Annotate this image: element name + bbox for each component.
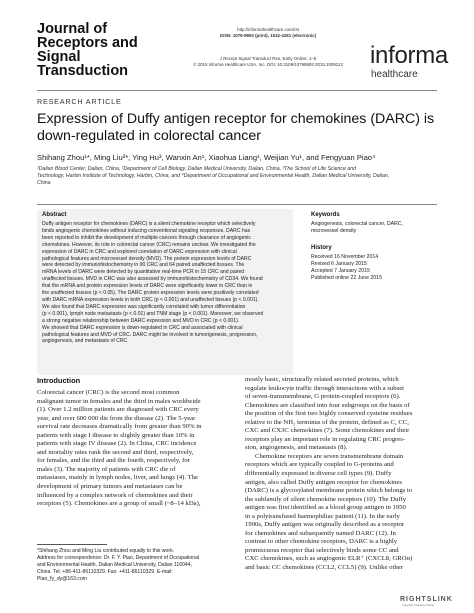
intro-line: malignant tumor in females and the third in males worldwide (37, 397, 201, 405)
intro-line: patients with stage I disease to slightly greater than 10% in (37, 431, 195, 439)
intro-line: influenced by a complex network of chemokines and their (37, 491, 193, 499)
intro-line: relative to the NH₂ terminus of the protein, defined as C, CC, (245, 418, 409, 426)
affiliation-line: ¹Dalian Blood Center, Dalian, China, ²Department of Cell Biology, Dalian Medical University, Dalian, China, ³The School of Life Science and (37, 166, 356, 172)
footnote-corr-line: China. Tel: +86-411-86110329. Fax: +411-86110329. E-mail: (37, 569, 173, 575)
footnote-corr-line: Address for correspondence: Dr. F. Y. Piao, Department of Occupational (37, 555, 200, 561)
intro-line: the subfamily of silent chemokine receptors (10). The Duffy (245, 495, 407, 503)
abstract-line: the unaffected tissues (p < 0.05). The DARC protein expression levels were positively correlated (42, 290, 259, 297)
journal-copyright: © 2015 Informa Healthcare USA, Inc. DOI: 10.3109/10799893.2015.1009113 (193, 62, 343, 67)
abstract-line: pathological features and microvessel density (MVD). The protein expression levels of DARC (42, 255, 252, 262)
intro-line: for females, and the third and the fourth, respectively, for (37, 457, 190, 465)
abstract-line: expression of DARC in CRC and explored correlation of DARC expression with clinical (42, 248, 237, 255)
author-list: Shihang Zhou¹*, Ming Liu²*, Ying Hu³, Wanxin An¹, Xiaohua Liang¹, Weijian Yu¹, and Fengyuan Piao⁴ (37, 153, 376, 162)
history-received: Received 16 November 2014 (311, 254, 379, 260)
intro-line: sion, angiogenesis, and metastasis (8). (245, 444, 348, 452)
intro-line: the position of the first two highly conserved cysteine residues (245, 410, 413, 418)
affiliation-line: China (37, 180, 51, 186)
intro-line: Chemokine receptors are seven transmembrane domain (255, 452, 404, 460)
abstract-heading: Abstract (42, 212, 67, 218)
abstract-line: mRNA levels of DARC were detected by quantitative real-time PCR in 15 CRC and paired (42, 269, 245, 276)
footnote-corr-line: and Environmental Health, Dalian Medical University, Dalian 116044, (37, 562, 192, 568)
abstract-line: with DARC mRNA expression levels in both CRC (p < 0.001) and unaffected tissues (p < 0.001). (42, 296, 259, 303)
intro-line: and mortality rates rank the second and third, respectively, (37, 448, 194, 456)
history-heading: History (311, 245, 332, 251)
introduction-heading: Introduction (37, 376, 81, 385)
abstract-line: unaffected tissues. MVD in CRC was also assessed by immunohistochemistry of CD34. We found (42, 276, 263, 283)
intro-line: in a polytransfused haemophiliac patient (11). In the early (245, 512, 400, 520)
history-published: Published online 22 June 2015 (311, 275, 382, 281)
intro-line: regulate leukocyte traffic through interactions with a subset (245, 384, 405, 392)
title-line: down-regulated in colorectal cancer (37, 128, 261, 144)
intro-line: receptors which are typically coupled to G-proteins and (245, 461, 394, 469)
article-title (37, 111, 447, 145)
intro-line: and basic CC chemokines (CCL2, CCL5) (9). Unlike other (245, 564, 403, 572)
intro-line: year, and over 600 000 die from the disease (2). The 5-year (37, 414, 196, 422)
intro-line: males (3). The majority of patients with CRC die of (37, 465, 176, 473)
keywords-line: Angiogenesis, colorectal cancer, DARC, (311, 221, 403, 227)
footnote-contrib: *Shihang Zhou and Ming Liu contributed equally to this work. (37, 548, 175, 554)
intro-line: promiscuous receptor that selectively binds some CC and (245, 546, 399, 554)
abstract-line: angiogenesis, and metastasis of CRC. (42, 338, 129, 345)
title-line: Expression of Duffy antigen receptor for chemokines (DARC) is (37, 111, 435, 127)
abstract-line: (p < 0.001), lymph node metastasis (p < 0.01) and TNM stage (p < 0.001). Moreover, we observed (42, 310, 264, 317)
intro-line: 1990s, Duffy antigen was originally described as a receptor (245, 521, 405, 529)
abstract-line: were detected by immunohistochemistry in 90 CRC and 64 paired unaffected tissues. The (42, 262, 245, 269)
intro-line: for chemokines and subsequently named DARC (12). In (245, 529, 396, 537)
journal-citation: J Recept Signal Transduct Res, Early Online: 1–6 (219, 56, 317, 61)
intro-line: mostly basic, structurally related secreted proteins, which (245, 376, 399, 383)
intro-line: patients with stage IV disease (2). In China, CRC incidence (37, 440, 197, 448)
abstract-text (42, 221, 290, 345)
affiliation-line: Technology, Harbin Institute of Technology, Harbin, China, and ⁴Department of Occupational and Environmental Health, Dalian Medical University, Dalian, (37, 173, 390, 179)
intro-line: of seven-transmembrane, G protein-coupled receptors (6). (245, 393, 401, 401)
intro-line: antigen was first identified as a blood group antigen in 1950 (245, 504, 406, 512)
abstract-line: been reported to inhibit the development of multiple cancers through clearance of angiogenic (42, 234, 251, 241)
rightslink-subtitle: Copyright Clearance Center (402, 604, 435, 607)
publisher-logo-sub: healthcare (371, 69, 418, 80)
journal-name-line: Transduction (37, 63, 129, 79)
introduction-left-column (37, 389, 233, 509)
intro-line: survival rate decreases dramatically from greater than 90% in (37, 423, 202, 431)
intro-line: Chemokines are classified into four subgroups on the basis of (245, 401, 410, 409)
intro-line: antigen, also called Duffy antigen receptor for chemokines (245, 478, 402, 486)
footnote-divider (37, 544, 107, 545)
journal-logo (37, 22, 138, 78)
footnote-email[interactable]: Piao_fy_dy@163.com (37, 576, 87, 582)
history-revised: Revised 6 January 2015 (311, 261, 367, 267)
intro-line: Colorectal cancer (CRC) is the second most common (37, 389, 180, 396)
keywords-heading: Keywords (311, 212, 340, 218)
history-accepted: Accepted 7 January 2015 (311, 268, 370, 274)
introduction-right-column (245, 376, 441, 573)
intro-line: contrast to other chemokine receptors, DARC is a highly (245, 538, 398, 546)
intro-line: CXC and CX3C chemokines (7). Some chemokines and their (245, 427, 410, 435)
intro-line: differentially expressed in diverse cell types (9). Duffy (245, 470, 392, 478)
footnote (37, 548, 225, 583)
journal-name-line: Receptors and (37, 35, 138, 51)
journal-name-line: Journal of (37, 21, 108, 37)
abstract-line: that the mRNA and protein expression levels of DARC were significantly lower in CRC than in (42, 283, 253, 290)
abstract-line: chemokines. However, its role in colorectal cancer (CRC) remains unclear. We investigated the (42, 241, 256, 248)
journal-name-line: Signal (37, 49, 81, 65)
header-divider (37, 90, 437, 91)
intro-line: (1). Over 1.2 million patients are diagnosed with CRC every (37, 406, 199, 414)
abstract-line: Duffy antigen receptor for chemokines (DARC) is a silent chemokine receptor which selectively (42, 221, 256, 227)
rightslink-logo[interactable]: RIGHTSLINK (400, 596, 453, 603)
abstract-line: pathological features and MVD of CRC. DARC might be involved in tumorigenesis, progression, (42, 331, 258, 338)
publisher-logo: informa (370, 42, 448, 69)
article-type: RESEARCH ARTICLE (37, 97, 122, 106)
intro-line: receptors play an important role in regulating CRC progres- (245, 435, 406, 443)
intro-line: CXC chemokines, such as angiogenic ELR⁺ (CXCL8, GROα) (245, 555, 413, 563)
abstract-line: We also found that DARC expression was significantly correlated with tumor differentiation (42, 303, 246, 310)
journal-url[interactable]: http://informahealthcare.com/rst (237, 27, 299, 32)
intro-line: receptors (5). Chemokines are a group of small (~8–14 kDa), (37, 500, 201, 508)
abstract-line: binds angiogenic chemokines without inducing conventional signaling responses. DARC has (42, 227, 251, 234)
abstract-line: We showed that DARC expression is down-regulated in CRC and associated with clinical (42, 324, 243, 331)
title-divider (37, 204, 437, 205)
intro-line: (DARC) is a glycosylated membrane protein which belongs to (245, 487, 413, 495)
affiliations (37, 166, 447, 187)
intro-line: development of primary tumors and metastases can be (37, 483, 183, 491)
keywords-line: microvessel density (311, 228, 357, 234)
abstract-line: a strong negative relationship between DARC expression and MVD in CRC (p < 0.001). (42, 317, 240, 324)
journal-issn: ISSN: 1079-9893 (print), 1532-4281 (electronic) (219, 33, 317, 38)
intro-line: metastases, mainly in lymph nodes, liver, and lungs (4). The (37, 474, 199, 482)
